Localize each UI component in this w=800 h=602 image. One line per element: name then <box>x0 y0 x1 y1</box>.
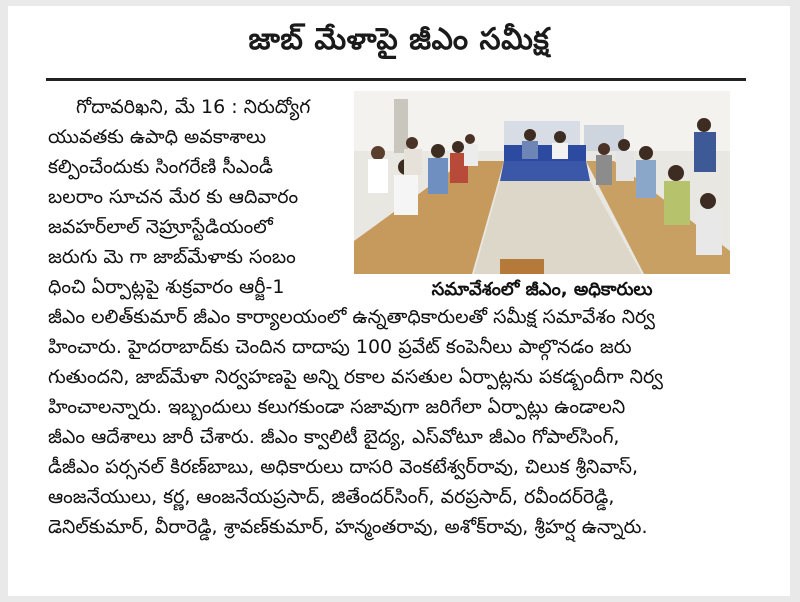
body-line: హించాలన్నారు. ఇబ్బందులు కలుగకుండా సజావుగా జరిగేలా ఏర్పాట్లు ఉండాలని <box>48 396 626 418</box>
body-line: జీఎం లలిత్‌కుమార్ జీఎం కార్యాలయంలో ఉన్నతాధికారులతో సమీక్ష సమావేశం నిర్వ <box>48 306 655 328</box>
meeting-photo-image <box>354 91 730 274</box>
headline: జాబ్ మేళాపై జీఎం సమీక్ష <box>248 22 550 57</box>
body-line: ధించి ఏర్పాట్లపై శుక్రవారం ఆర్జీ-1 <box>48 276 285 298</box>
body-line: గుతుందని, జాబ్‌మేళా నిర్వహణపై అన్ని రకాల వసతుల ఏర్పాట్లను పకడ్బందీగా నిర్వ <box>48 366 663 388</box>
body-line: జవహర్‌లాల్ నెహ్రూస్టేడియంలో <box>48 216 273 238</box>
headline-rule <box>46 78 746 81</box>
newspaper-clipping <box>8 6 790 596</box>
body-line: జరుగు మె గా జాబ్‌మేళాకు సంబం <box>48 246 296 268</box>
body-line: బలరాం సూచన మేర కు ఆదివారం <box>48 186 299 208</box>
meeting-photo <box>354 91 730 274</box>
photo-caption: సమావేశంలో జీఎం, అధికారులు <box>431 279 653 300</box>
body-line: యువతకు ఉపాధి అవకాశాలు <box>48 126 267 148</box>
body-line: డీజీఎం పర్సనల్ కిరణ్‌బాబు, అధికారులు దాసరి వెంకటేశ్వర్‌రావు, చిలుక శ్రీనివాస్, <box>48 456 639 478</box>
body-line: ఆంజనేయులు, కర్ణ, ఆంజనేయప్రసాద్, జితేందర్‌సింగ్, వరప్రసాద్, రవీందర్‌రెడ్డి, <box>48 486 615 508</box>
body-line: గోదావరిఖని, మే 16 : నిరుద్యోగ <box>76 96 311 118</box>
body-line: కల్పించేందుకు సింగరేణి సీఎండీ <box>48 156 273 178</box>
body-line: జీఎం ఆదేశాలు జారీ చేశారు. జీఎం క్వాలిటీ బైద్య, ఎస్‌వోటూ జీఎం గోపాల్‌సింగ్, <box>48 426 620 448</box>
body-line: హించారు. హైదరాబాద్‌కు చెందిన దాదాపు 100 ప్రవేట్ కంపెనీలు పాల్గొనడం జరు <box>48 336 632 358</box>
body-line: డెనిల్‌కుమార్, వీరారెడ్డి, శ్రావణ్‌కుమార్, హన్మంతరావు, అశోక్‌రావు, శ్రీహర్ష ఉన్నారు. <box>48 516 648 538</box>
